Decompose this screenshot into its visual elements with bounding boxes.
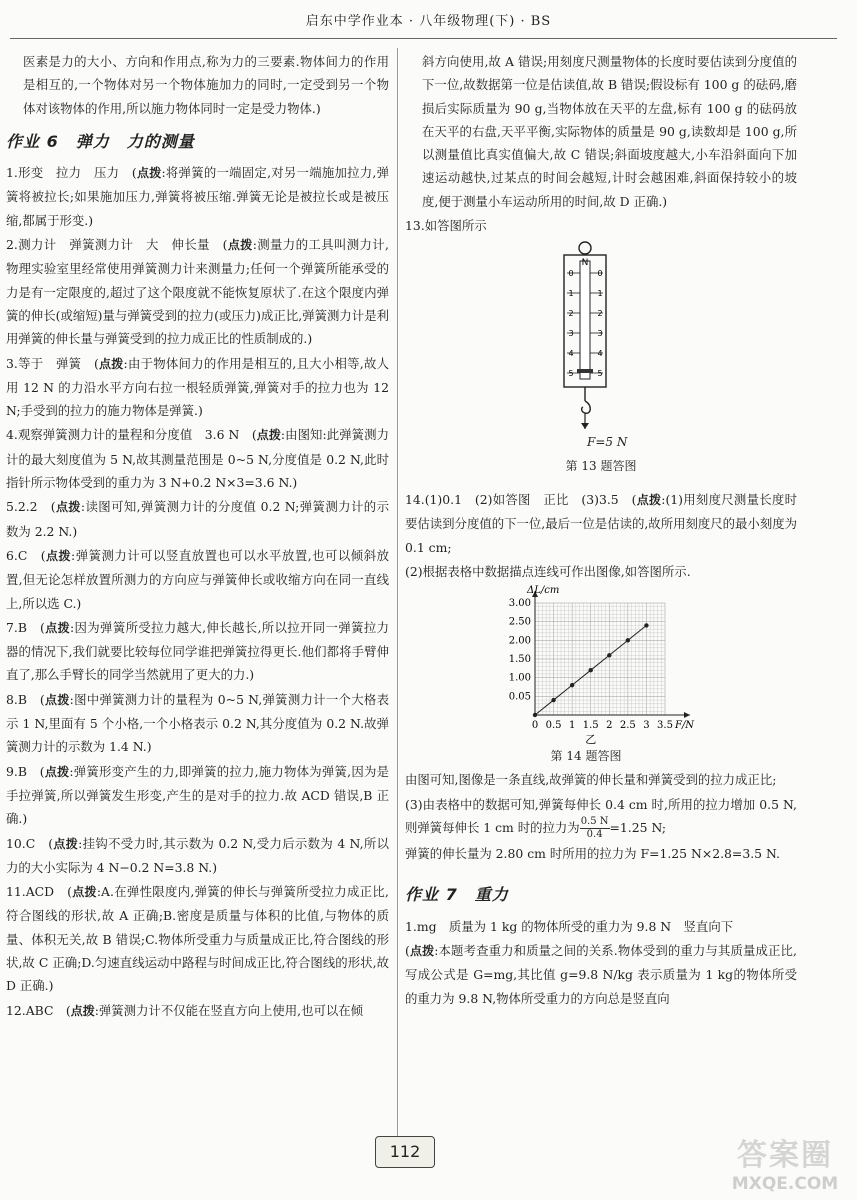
x-tick-label: 1: [568, 720, 576, 732]
y-axis-label: ΔL/cm: [527, 585, 560, 597]
hint-text: :由于物体间力的作用是相互的,且大小相等,故人用 12 N 的力沿水平方向右拉一根轻质弹簧,弹簧对手的拉力也为 12 N;手受到的拉力的施力物体是弹簧.): [6, 355, 389, 419]
hint-tag: 点拨: [53, 836, 79, 851]
hint-text: :弹簧测力计不仅能在竖直方向上使用,也可以在倾: [94, 1002, 364, 1018]
hint-text: :测量力的工具叫测力计,物理实验室里经常使用弹簧测力计来测量力;任何一个弹簧所能承受的力是有一定限度的,超过了这个限度就不能恢复原状了.在这个限度内弹簧的伸长(或缩短)量与弹簧受到的拉力(或压力)成正比,弹簧测力计是利用弹簧的伸长量与弹簧受到的拉力成正比的性质制成的.): [6, 237, 389, 347]
y-tick-label: 1.00: [508, 672, 531, 684]
s7-item-1-hint: (点拨:本题考查重力和质量之间的关系.物体受到的重力与其质量成正比,写成公式是 G=mg,其比值 g=9.8 N/kg 表示质量为 1 kg的物体所受的重力为 9.8 N,物体所受重力的方向总是竖直向: [405, 942, 797, 1006]
scale-tick-label-right: 1: [597, 289, 603, 299]
scale-tick-label-right: 0: [597, 269, 603, 279]
hint-tag: 点拨: [136, 166, 162, 181]
watermark-logo: 答案圈: [737, 1138, 833, 1173]
watermark: [720, 1130, 850, 1194]
scale-tick-label-left: 0: [568, 269, 574, 279]
answer-item: [6, 616, 389, 687]
data-point: [626, 638, 630, 642]
extension-force-chart: [495, 585, 725, 745]
x-tick-label: 0: [531, 720, 539, 732]
force-label: F=5 N: [587, 435, 628, 450]
answer-text: 2.测力计 弹簧测力计 大 伸长量 (: [6, 237, 228, 253]
scale-tick-label-left: 4: [568, 349, 574, 359]
hint-tag: 点拨: [55, 500, 81, 515]
answer-text: 11.ACD (: [6, 884, 72, 900]
answer-text: 10.C (: [6, 835, 54, 851]
section-6-title: 作业 6 弹力 力的测量: [6, 131, 195, 151]
scale-tick-label-left: 2: [568, 309, 574, 319]
item-14-part5: 弹簧的伸长量为 2.80 cm 时所用的拉力为 F=1.25 N×2.8=3.5 N.: [405, 846, 780, 862]
scale-pointer: [577, 369, 593, 373]
answer-item: [6, 999, 389, 1023]
watermark-url: MXQE.COM: [731, 1174, 839, 1194]
answer-text: 1.形变 拉力 压力 (: [6, 165, 137, 181]
scale-tube: [580, 261, 590, 379]
answer-list: [6, 161, 389, 1023]
data-point: [533, 713, 537, 717]
y-tick-label: 3.00: [508, 598, 531, 610]
item-14-hint-tag: 点拨: [636, 492, 662, 507]
hint-text: :由图知:此弹簧测力计的最大刻度值为 5 N,故其测量范围是 0~5 N,分度值是 0.2 N,此时指针所示物体受到的重力为 3 N+0.2 N×3=3.6 N.): [6, 427, 389, 491]
data-point: [644, 623, 648, 627]
section-7-title: 作业 7 重力: [405, 885, 509, 905]
x-tick-label: 1.5: [582, 720, 599, 732]
hint-text: :将弹簧的一端固定,对另一端施加拉力,弹簧将被拉长;如果施加压力,弹簧将被压缩.弹簧无论是被拉长或是被压缩,都属于形变.): [6, 165, 389, 228]
hint-tag: 点拨: [45, 548, 72, 563]
scale-tick-label-right: 5: [597, 369, 603, 379]
hint-tag: 点拨: [98, 356, 124, 371]
s7-item-1-hint-tag: 点拨: [409, 943, 435, 958]
answer-text: 5.2.2 (: [6, 499, 56, 515]
page-number: 112: [375, 1136, 435, 1168]
data-point: [570, 683, 574, 687]
hint-text: :读图可知,弹簧测力计的分度值 0.2 N;弹簧测力计的示数为 2.2 N.): [6, 499, 389, 539]
data-point: [589, 668, 593, 672]
answer-item: [6, 544, 389, 615]
answer-text: 12.ABC (: [6, 1002, 71, 1018]
hint-tag: 点拨: [44, 692, 70, 707]
data-point: [551, 698, 555, 702]
item-13: 13.如答图所示: [405, 218, 487, 234]
y-tick-label: 2.00: [508, 635, 531, 647]
item-14-hint: :(1)用刻度尺测量长度时要估读到分度值的下一位,最后一位是估读的,故所用刻度尺的最小刻度为 0.1 cm;: [405, 491, 797, 555]
scale-tick-label-left: 3: [568, 329, 574, 339]
item-14: [405, 488, 797, 559]
data-point: [607, 653, 611, 657]
spring-scale-figure: [555, 241, 615, 429]
y-tick-label: 1.50: [508, 654, 531, 666]
answer-item: [6, 832, 389, 880]
left-column: [6, 50, 389, 1024]
scale-tick-label-right: 2: [597, 309, 603, 319]
item-14-part4-text: (3)由表格中的数据可知,弹簧每伸长 0.4 cm 时,所用的拉力增加 0.5 N,则弹簧每伸长 1 cm 时的拉力为: [405, 796, 797, 836]
item-14-part2: (2)根据表格中数据描点连线可作出图像,如答图所示.: [405, 563, 691, 579]
item-14-answers: 14.(1)0.1 (2)如答图 正比 (3)3.5 (: [405, 491, 637, 507]
hint-tag: 点拨: [44, 620, 70, 635]
answer-item: [6, 688, 389, 759]
hint-text: :图中弹簧测力计的量程为 0~5 N,弹簧测力计一个大格表示 1 N,里面有 5 个小格,一个小格表示 0.2 N,其分度值为 0.2 N.故弹簧测力计的示数为 1.4 N.): [6, 691, 389, 755]
hint-tag: 点拨: [71, 885, 97, 900]
s7-item-1: 1.mg 质量为 1 kg 的物体所受的重力为 9.8 N 竖直向下: [405, 918, 734, 934]
s7-item-1-hint-text: :本题考查重力和质量之间的关系.物体受到的重力与其质量成正比,写成公式是 G=mg,其比值 g=9.8 N/kg 表示质量为 1 kg的物体所受的重力为 9.8 N,物体所受重力的方向总是竖直向: [405, 942, 797, 1006]
answer-item: [6, 423, 389, 494]
x-tick-label: 3.5: [657, 720, 673, 732]
hint-tag: 点拨: [70, 1003, 95, 1018]
y-tick-label: 0.05: [508, 691, 531, 703]
item-12-continued: 斜方向使用,故 A 错误;用刻度尺测量物体的长度时要估读到分度值的下一位,故数据第一位是估读值,故 B 错误;假设标有 100 g 的砝码,磨损后实际质量为 90 g,当物体放在天平的左盘,标有 100 g 的砝码放在天平的右盘,天平平衡,实际物体的质量是 90 g,读数却是 100 g,所以测量值比真实值偏大,故 C 错误;斜面坡度越大,小车沿斜面向下加速运动越快,过某点的时间会越短,计时会越困难,斜面保持较小的坡度,便于测量小车运动所用的时间,故 D 正确.): [422, 54, 797, 209]
fig13-caption: 第 13 题答图: [565, 458, 637, 473]
x-axis-label: F/N: [675, 720, 695, 732]
answer-text: 3.等于 弹簧 (: [6, 355, 99, 371]
scale-tick-label-left: 5: [568, 369, 574, 379]
scale-hook: [582, 401, 591, 413]
item-14-part4-result: =1.25 N;: [609, 820, 667, 836]
answer-text: 8.B (: [6, 691, 45, 707]
answer-text: 9.B (: [6, 763, 45, 779]
scale-tick-label-left: 1: [568, 289, 574, 299]
hint-tag: 点拨: [227, 238, 253, 253]
hint-text: :A.在弹性限度内,弹簧的伸长与弹簧所受拉力成正比,符合图线的形状,故 A 正确;B.密度是质量与体积的比值,与物体的质量、体积无关,故 B 错误;C.物体所受重力与质量成正比,符合图线的形状,故 C 正确;D.匀速直线运动中路程与时间成正比,符合图线的形状,故 D 正确.): [6, 884, 389, 994]
y-tick-label: 2.50: [508, 616, 531, 628]
scale-unit: N: [581, 258, 589, 269]
hint-text: :因为弹簧所受拉力越大,伸长越长,所以拉开同一弹簧拉力器的情况下,我们就要比较每位同学谁把弹簧拉得更长.他们都将手臂伸直了,那么手臂长的同学当然就用了更大的力.): [6, 619, 389, 683]
answer-text: 4.观察弹簧测力计的量程和分度值 3.6 N (: [6, 427, 257, 443]
item-14-part4: [405, 793, 797, 841]
x-tick-label: 0.5: [545, 720, 562, 732]
item-14-part3: 由图可知,图像是一条直线,故弹簧的伸长量和弹簧受到的拉力成正比;: [405, 772, 777, 788]
hint-text: :挂钩不受力时,其示数为 0.2 N,受力后示数为 4 N,所以力的大小实际为 4 N−0.2 N=3.8 N.): [6, 835, 389, 875]
hint-tag: 点拨: [256, 428, 281, 443]
x-tick-label: 3: [643, 720, 650, 732]
chart-sublabel: 乙: [585, 733, 597, 746]
scale-tick-label-right: 4: [597, 349, 603, 359]
answer-text: 7.B (: [6, 619, 45, 635]
fraction: [580, 816, 610, 841]
answer-item: [6, 161, 389, 232]
header-rule: [10, 38, 837, 39]
fraction-numerator: 0.5 N: [580, 816, 609, 828]
force-arrow-head: [581, 423, 589, 429]
answer-item: [6, 495, 389, 543]
hint-text: :弹簧形变产生的力,即弹簧的拉力,施力物体为弹簧,因为是手拉弹簧,所以弹簧发生形变,产生的是对手的拉力.故 ACD 错误,B 正确.): [6, 763, 389, 827]
scale-tick-label-right: 3: [597, 329, 603, 339]
x-tick-label: 2: [606, 720, 613, 732]
answer-text: 6.C (: [6, 547, 46, 563]
hint-text: :弹簧测力计可以竖直放置也可以水平放置,也可以倾斜放置,但无论怎样放置所测力的方向应与弹簧伸长或收缩方向在同一直线上,所以选 C.): [6, 547, 389, 611]
hint-tag: 点拨: [44, 764, 70, 779]
x-tick-label: 2.5: [619, 720, 636, 732]
fraction-denominator: 0.4: [586, 829, 603, 841]
fig14-caption: 第 14 题答图: [550, 749, 622, 764]
answer-item: [6, 760, 389, 831]
column-divider: [397, 48, 398, 1138]
answer-item: [6, 880, 389, 997]
answer-item: [6, 233, 389, 350]
right-column: [405, 50, 797, 1011]
intro-paragraph: 医素是力的大小、方向和作用点,称为力的三要素.物体间力的作用是相互的,一个物体对另一个物体施加力的同时,一定受到另一个物体对该物体的作用,所以施力物体同时一定是受力物体.): [23, 54, 389, 116]
page-header: 启东中学作业本 · 八年级物理(下) · BS: [305, 14, 552, 29]
scale-ring: [579, 242, 591, 254]
answer-item: [6, 352, 389, 423]
x-axis-arrow: [684, 712, 690, 718]
